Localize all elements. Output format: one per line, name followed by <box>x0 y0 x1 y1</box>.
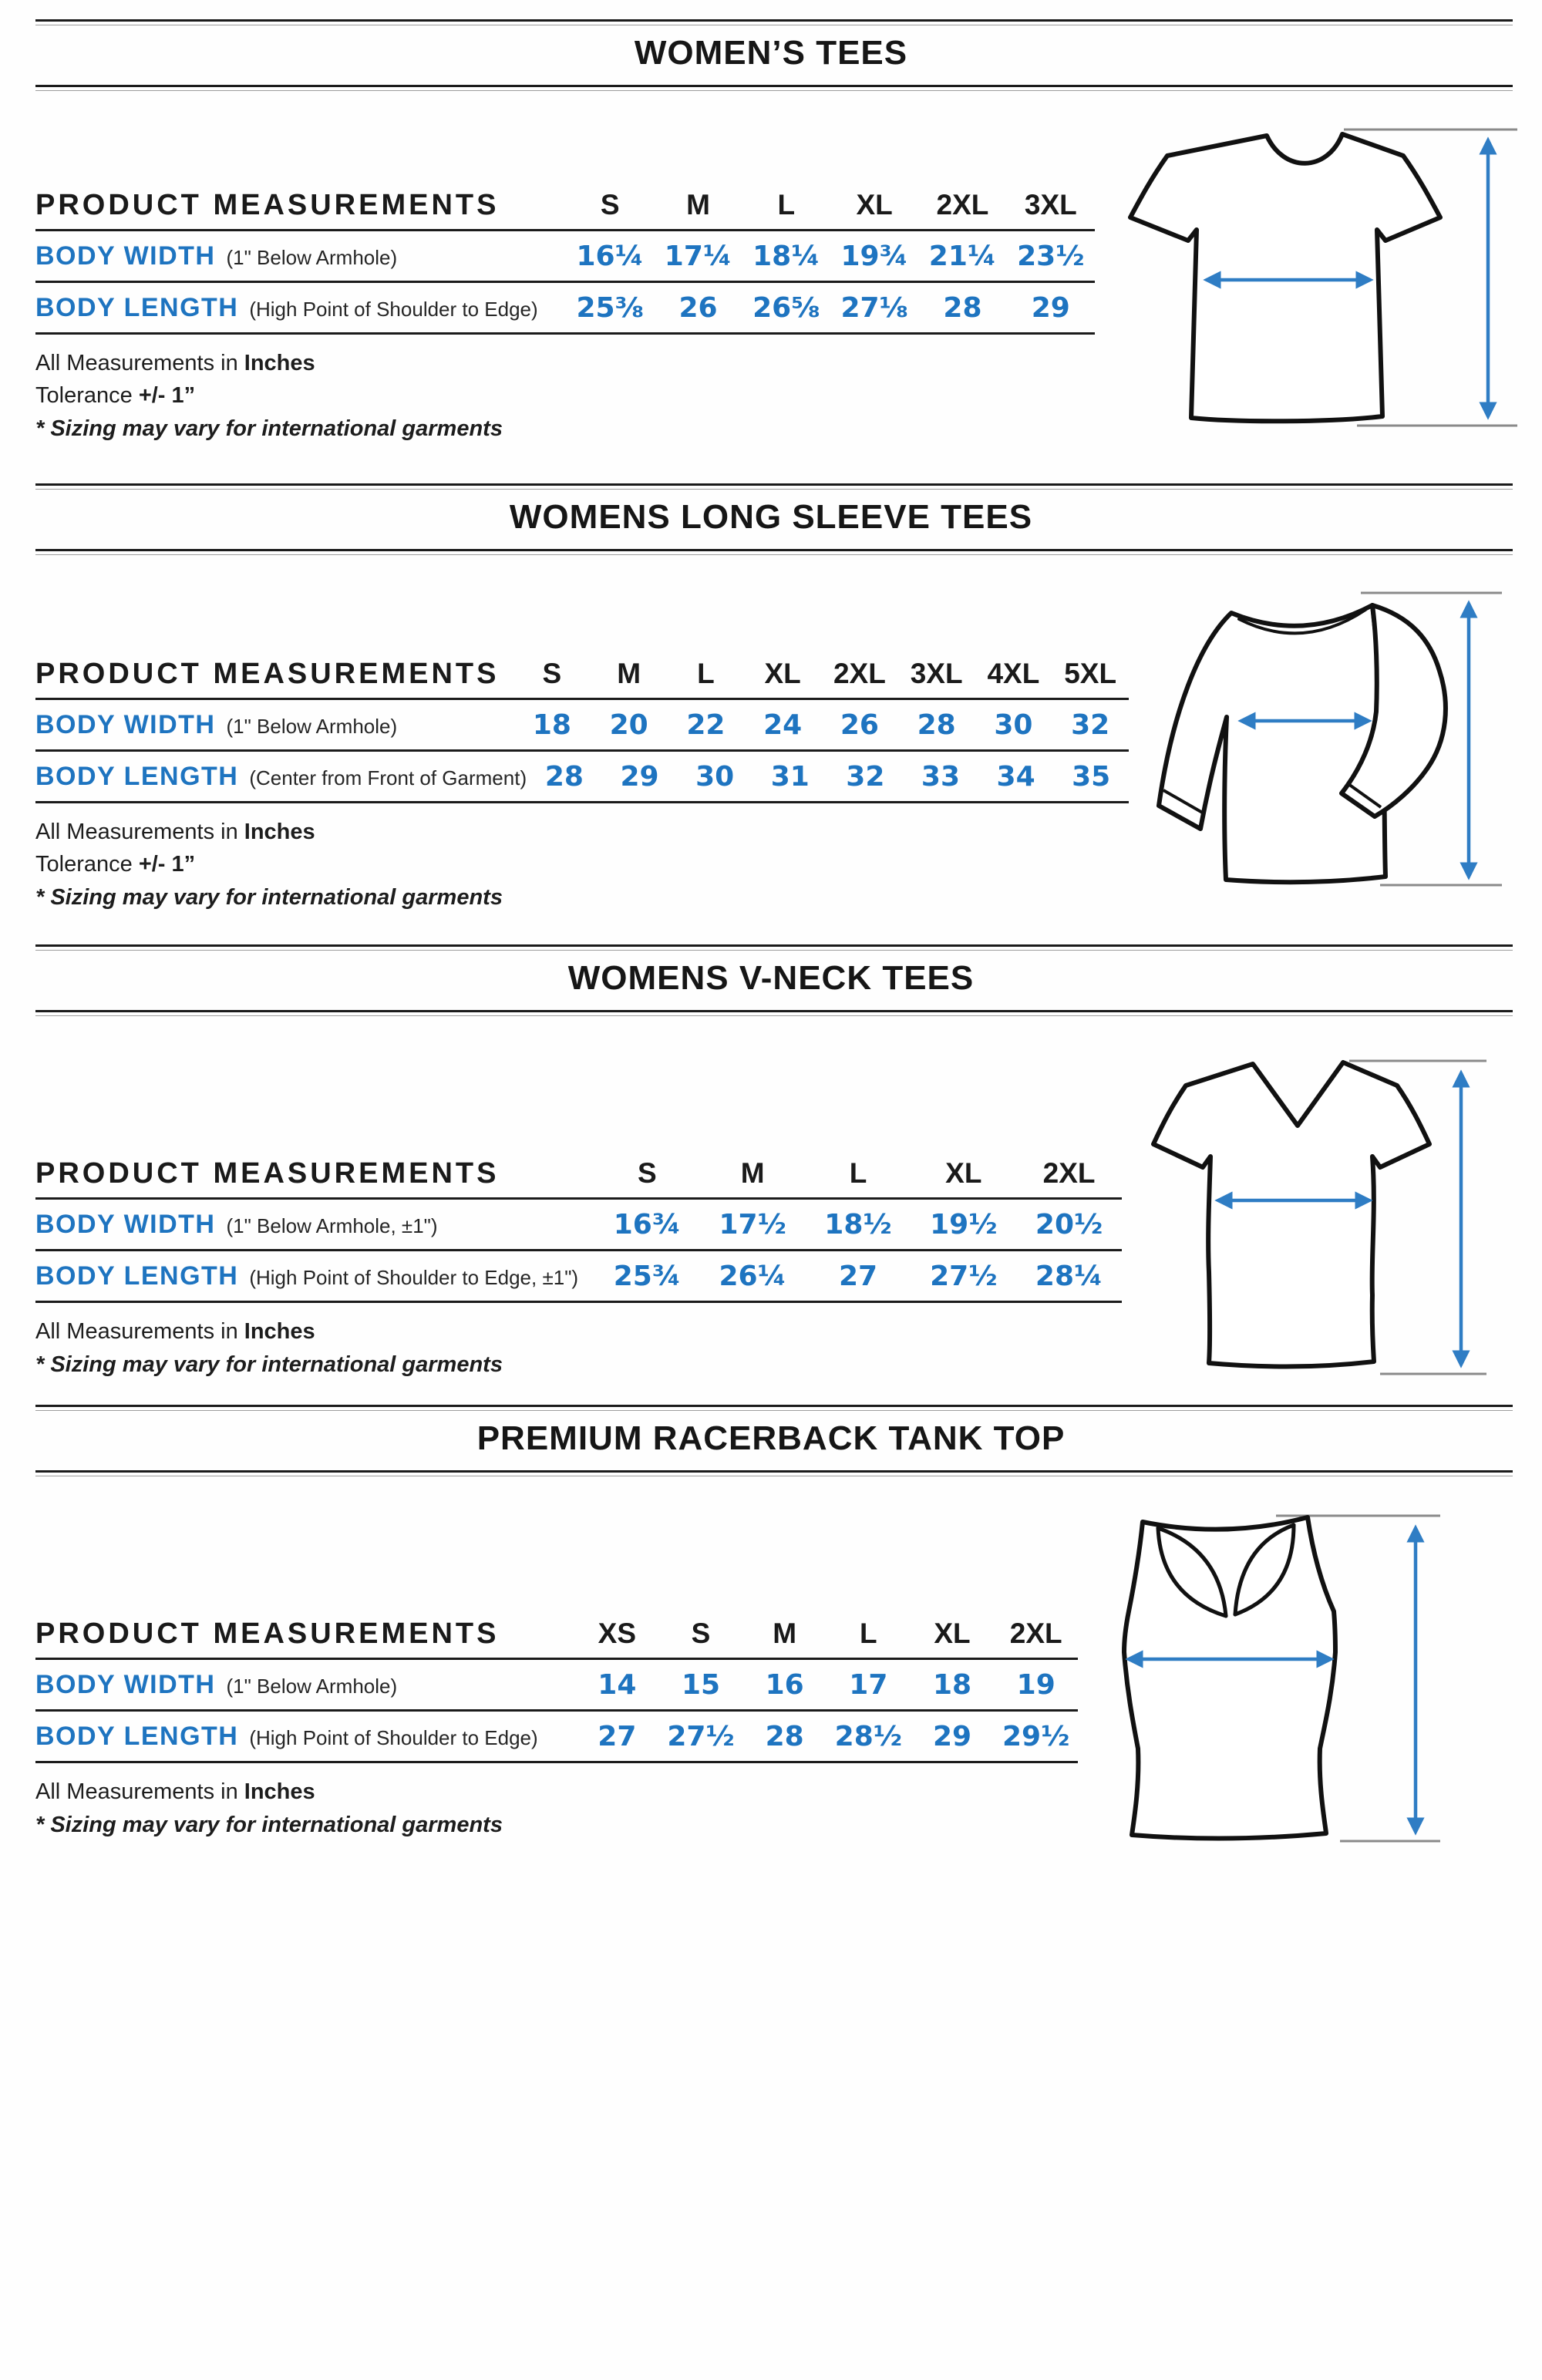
size-header: 3XL <box>910 658 963 689</box>
table-header-row <box>35 1610 1078 1658</box>
row-note: (1" Below Armhole) <box>226 714 398 738</box>
measurement-value: 19½ <box>930 1208 998 1240</box>
measurement-value: 27⅛ <box>840 291 908 324</box>
divider-line <box>35 85 1513 87</box>
measurement-value: 18¼ <box>752 240 820 272</box>
body-width-row <box>35 1660 1078 1709</box>
measurement-value: 28 <box>544 760 584 793</box>
body-length-row <box>35 752 1129 801</box>
row-note: (High Point of Shoulder to Edge) <box>249 1725 538 1749</box>
row-label: BODY WIDTH <box>35 241 216 271</box>
measurement-value: 24 <box>763 709 803 741</box>
measurement-value: 26⅝ <box>752 291 820 324</box>
section-title: WOMEN’S TEES <box>634 34 908 72</box>
measurements-table <box>35 1150 1122 1303</box>
measurement-value: 30 <box>695 760 735 793</box>
measurement-value: 18 <box>532 709 571 741</box>
measurement-value: 29½ <box>1002 1720 1070 1752</box>
size-header: M <box>617 658 641 689</box>
measurement-value: 28 <box>943 291 982 324</box>
measurement-value: 29 <box>932 1720 972 1752</box>
measurement-value: 26 <box>840 709 879 741</box>
row-note: (1" Below Armhole) <box>226 1674 398 1698</box>
table-rule <box>35 1761 1078 1763</box>
measurement-value: 34 <box>996 760 1035 793</box>
sizing-note: * Sizing may vary for international garments <box>35 416 503 441</box>
size-header: M <box>686 189 710 220</box>
measurement-value: 20½ <box>1035 1208 1103 1240</box>
table-header: PRODUCT MEASUREMENTS <box>35 1617 500 1650</box>
row-note: (High Point of Shoulder to Edge, ±1") <box>249 1265 579 1289</box>
size-header: L <box>849 1157 867 1189</box>
measurement-value: 28¼ <box>1035 1260 1103 1292</box>
size-header: 2XL <box>833 658 886 689</box>
measurement-value: 32 <box>1071 709 1110 741</box>
table-header-row <box>35 1150 1122 1197</box>
measurement-value: 29 <box>620 760 659 793</box>
measurement-value: 14 <box>598 1668 637 1701</box>
measurement-value: 35 <box>1072 760 1111 793</box>
row-label: BODY LENGTH <box>35 1261 239 1291</box>
tolerance-note: Tolerance +/- 1” <box>35 852 196 877</box>
row-note: (Center from Front of Garment) <box>249 766 527 789</box>
row-label: BODY WIDTH <box>35 1669 216 1699</box>
measurement-value: 15 <box>681 1668 721 1701</box>
measurement-value: 29 <box>1031 291 1070 324</box>
sizing-note: * Sizing may vary for international garments <box>35 885 503 910</box>
tank-outline <box>1124 1517 1335 1839</box>
measurements-table <box>35 1610 1078 1763</box>
measurement-value: 21¼ <box>928 240 997 272</box>
divider-line <box>35 1405 1513 1407</box>
measurement-value: 30 <box>994 709 1033 741</box>
body-width-row <box>35 700 1129 749</box>
measurement-value: 20 <box>609 709 648 741</box>
measurement-value: 17½ <box>719 1208 786 1240</box>
measurement-value: 33 <box>921 760 961 793</box>
size-header: 4XL <box>987 658 1040 689</box>
row-label: BODY LENGTH <box>35 292 239 322</box>
long-sleeve-tee-diagram <box>1106 574 1503 898</box>
measurement-value: 27 <box>838 1260 878 1292</box>
divider-line <box>35 483 1513 486</box>
units-note: All Measurements in Inches <box>35 820 315 844</box>
measurement-value: 31 <box>770 760 810 793</box>
size-header: M <box>740 1157 765 1189</box>
units-note: All Measurements in Inches <box>35 1779 315 1804</box>
size-header: XL <box>934 1618 971 1649</box>
measurement-value: 28½ <box>834 1720 903 1752</box>
size-header: XL <box>764 658 801 689</box>
body-length-row <box>35 1251 1122 1301</box>
table-header: PRODUCT MEASUREMENTS <box>35 188 500 221</box>
measurement-value: 19 <box>1016 1668 1055 1701</box>
divider-line <box>35 1010 1513 1012</box>
row-label: BODY WIDTH <box>35 1209 216 1239</box>
row-note: (High Point of Shoulder to Edge) <box>249 297 538 321</box>
size-header: 5XL <box>1064 658 1117 689</box>
measurement-value: 16¼ <box>576 240 644 272</box>
size-header: XL <box>945 1157 982 1189</box>
size-header: L <box>777 189 796 220</box>
body-width-row <box>35 231 1095 281</box>
row-note: (1" Below Armhole, ±1") <box>226 1214 438 1237</box>
tolerance-note: Tolerance +/- 1” <box>35 383 196 408</box>
size-header: S <box>600 189 620 220</box>
table-header-row <box>35 650 1129 698</box>
divider-line <box>35 944 1513 947</box>
tee-outline <box>1130 134 1440 421</box>
measurement-value: 23½ <box>1017 240 1085 272</box>
size-header: M <box>773 1618 797 1649</box>
size-header: 2XL <box>1009 1618 1062 1649</box>
divider-line <box>35 1470 1513 1473</box>
racerback-tank-diagram <box>1110 1494 1442 1849</box>
measurement-value: 32 <box>846 760 885 793</box>
measurement-value: 25⅜ <box>576 291 644 324</box>
sizing-note: * Sizing may vary for international garments <box>35 1813 503 1837</box>
section-title: WOMENS V-NECK TEES <box>567 959 975 997</box>
size-header: S <box>542 658 562 689</box>
body-width-row <box>35 1200 1122 1249</box>
table-rule <box>35 801 1129 803</box>
tee-diagram <box>1099 116 1519 443</box>
units-note: All Measurements in Inches <box>35 351 315 375</box>
measurement-value: 28 <box>765 1720 804 1752</box>
measurements-table <box>35 650 1129 803</box>
measurement-value: 18½ <box>824 1208 892 1240</box>
size-header: L <box>860 1618 877 1649</box>
row-label: BODY LENGTH <box>35 761 239 791</box>
measurement-value: 17¼ <box>664 240 732 272</box>
divider-line <box>35 19 1513 22</box>
measurement-value: 22 <box>686 709 726 741</box>
size-header: 3XL <box>1024 189 1077 220</box>
measurement-value: 27½ <box>667 1720 735 1752</box>
measurement-value: 17 <box>849 1668 888 1701</box>
measurements-table <box>35 181 1095 335</box>
size-header: XS <box>598 1618 637 1649</box>
v-neck-tee-diagram <box>1110 1041 1488 1388</box>
measurement-value: 25¾ <box>613 1260 682 1292</box>
table-rule <box>35 1301 1122 1303</box>
sizing-note: * Sizing may vary for international garments <box>35 1352 503 1377</box>
measurement-value: 26 <box>678 291 718 324</box>
measurement-value: 26¼ <box>719 1260 786 1292</box>
row-note: (1" Below Armhole) <box>226 245 398 269</box>
measurement-value: 27½ <box>930 1260 998 1292</box>
size-header: 2XL <box>936 189 989 220</box>
table-header: PRODUCT MEASUREMENTS <box>35 1156 500 1190</box>
units-note: All Measurements in Inches <box>35 1319 315 1344</box>
divider-line <box>35 549 1513 551</box>
size-header: L <box>697 658 715 689</box>
size-header: 2XL <box>1042 1157 1096 1189</box>
measurement-value: 16¾ <box>613 1208 682 1240</box>
row-label: BODY LENGTH <box>35 1721 239 1751</box>
measurement-value: 28 <box>917 709 956 741</box>
table-header-row <box>35 181 1095 229</box>
size-header: S <box>691 1618 711 1649</box>
measurement-value: 19¾ <box>840 240 908 272</box>
table-header: PRODUCT MEASUREMENTS <box>35 657 500 690</box>
row-label: BODY WIDTH <box>35 709 216 739</box>
table-rule <box>35 332 1095 335</box>
measurement-value: 27 <box>598 1720 637 1752</box>
body-length-row <box>35 1712 1078 1761</box>
section-title: PREMIUM RACERBACK TANK TOP <box>476 1419 1066 1457</box>
measurement-value: 18 <box>932 1668 972 1701</box>
measurement-value: 16 <box>765 1668 804 1701</box>
body-length-row <box>35 283 1095 332</box>
size-header: XL <box>856 189 893 220</box>
size-header: S <box>638 1157 657 1189</box>
v-neck-outline <box>1153 1062 1429 1367</box>
section-title: WOMENS LONG SLEEVE TEES <box>509 498 1033 536</box>
long-sleeve-body-outline <box>1159 605 1385 882</box>
